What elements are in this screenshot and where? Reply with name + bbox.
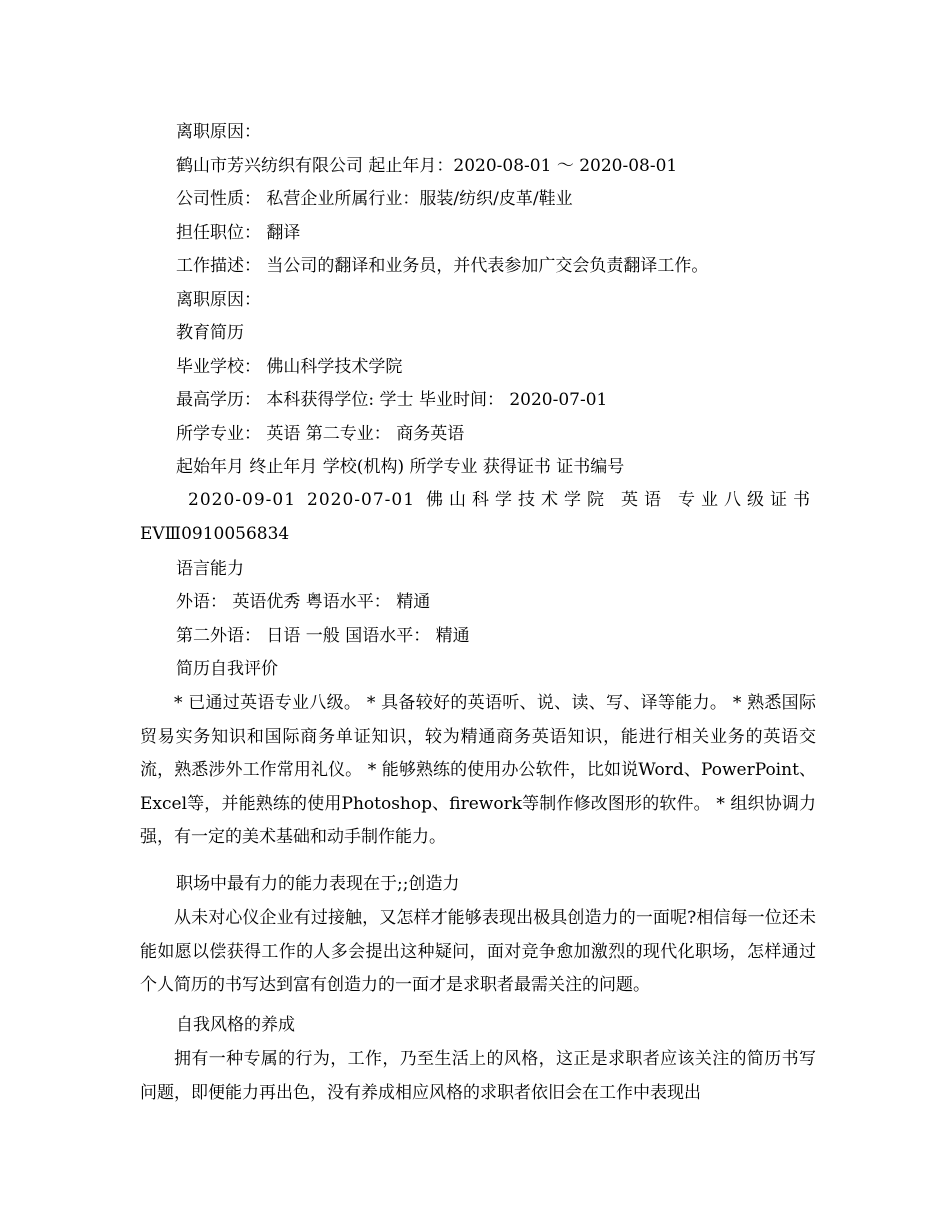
foreign-language-line: 外语： 英语优秀 粤语水平： 精通	[176, 592, 431, 612]
education-heading: 教育简历	[176, 323, 244, 343]
style-paragraph: 拥有一种专属的行为，工作，乃至生活上的风格，这正是求职者应该关注的简历书写问题，即便能力再出色，没有养成相应风格的求职者依旧会在工作中表现出	[140, 1049, 816, 1103]
leave-reason-line: 离职原因：	[176, 122, 261, 142]
second-language-line: 第二外语： 日语 一般 国语水平： 精通	[176, 626, 470, 646]
work-description-line: 工作描述： 当公司的翻译和业务员，并代表参加广交会负责翻译工作。	[176, 256, 709, 276]
article-heading-creativity: 职场中最有力的能力表现在于;;创造力	[176, 874, 460, 894]
article-heading-style: 自我风格的养成	[176, 1015, 295, 1035]
self-eval-paragraph: * 已通过英语专业八级。 * 具备较好的英语听、说、读、写、译等能力。 * 熟悉国际贸易实务知识和国际商务单证知识，较为精通商务英语知识，能进行相关业务的英语交流，熟悉涉外工作常用礼仪。 * 能够熟练的使用办公软件，比如说Word、PowerPoint、Excel等，并能熟练的使用Photoshop、firework等制作修改图形的软件。 * 组织协调力强，有一定的美术基础和动手制作能力。	[140, 693, 816, 847]
language-heading: 语言能力	[176, 559, 244, 579]
edu-start-date: 2020-09-01	[188, 490, 297, 510]
edu-school: 佛山科学技术学院	[426, 490, 610, 510]
company-nature-line: 公司性质： 私营企业所属行业：服装/纺织/皮革/鞋业	[176, 189, 573, 209]
position-line: 担任职位： 翻译	[176, 223, 301, 243]
school-line: 毕业学校： 佛山科学技术学院	[176, 357, 403, 377]
education-table-row	[140, 484, 816, 551]
major-line: 所学专业： 英语 第二专业： 商务英语	[176, 424, 465, 444]
self-eval-heading: 简历自我评价	[176, 659, 278, 679]
edu-cert-number: EVⅢ0910056834	[140, 523, 290, 544]
degree-line: 最高学历： 本科获得学位: 学士 毕业时间： 2020-07-01	[176, 390, 608, 410]
education-table-header: 起始年月 终止年月 学校(机构) 所学专业 获得证书 证书编号	[176, 457, 625, 477]
creativity-paragraph: 从未对心仪企业有过接触，又怎样才能够表现出极具创造力的一面呢?相信每一位还未能如愿以偿获得工作的人多会提出这种疑问，面对竞争愈加激烈的现代化职场，怎样通过个人简历的书写达到富有创造力的一面才是求职者最需关注的问题。	[140, 908, 816, 995]
company-line: 鹤山市芳兴纺织有限公司 起止年月：2020-08-01 ～ 2020-08-01	[176, 156, 678, 176]
leave-reason-line-2: 离职原因：	[176, 290, 261, 310]
edu-end-date: 2020-07-01	[307, 490, 416, 510]
edu-major: 英语	[620, 490, 667, 510]
edu-certificate: 专业八级证书	[677, 490, 816, 510]
